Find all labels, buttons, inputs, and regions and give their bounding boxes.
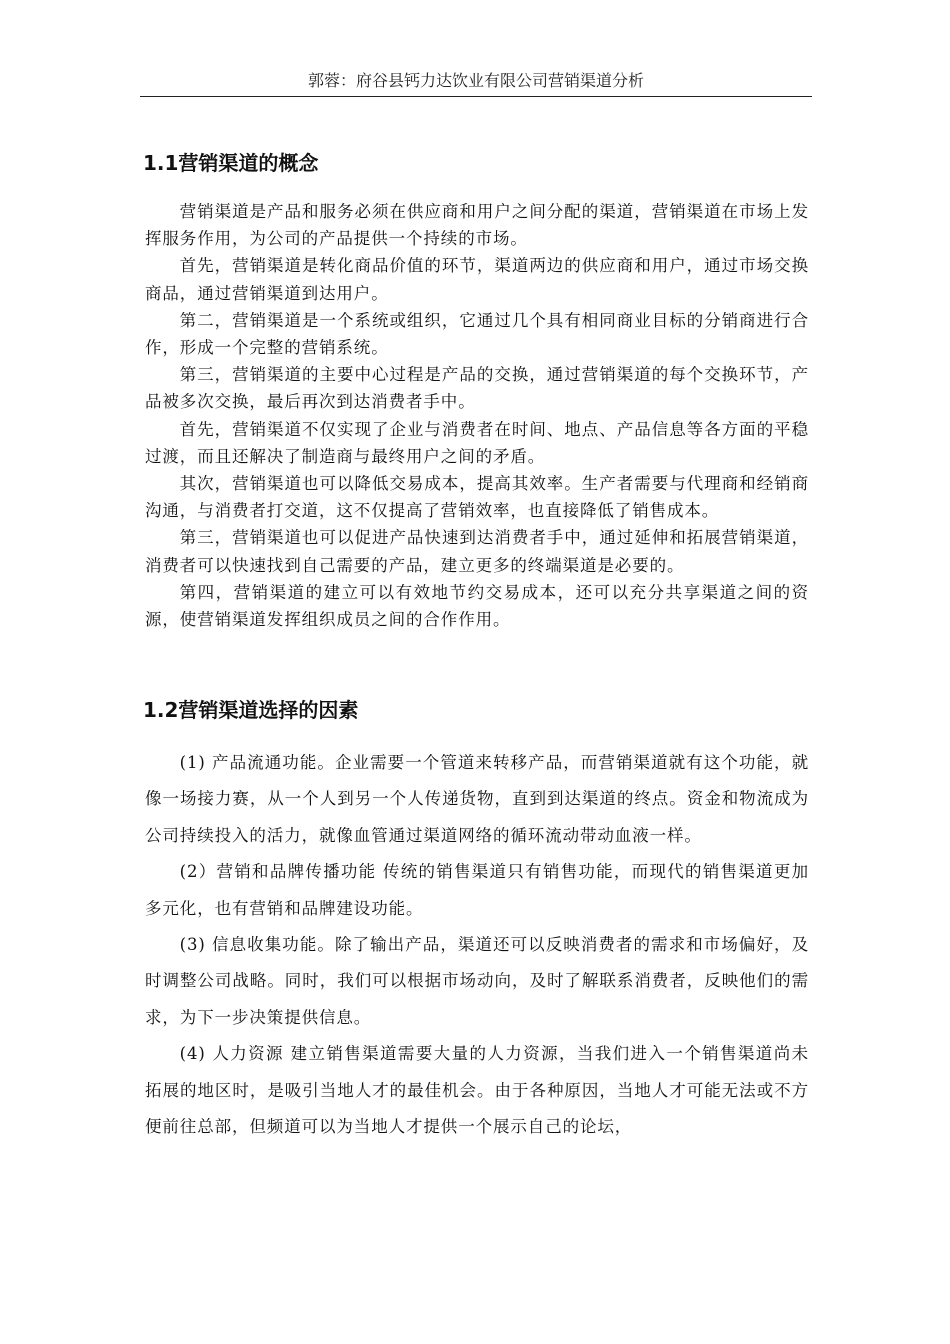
paragraph: (1) 产品流通功能。企业需要一个管道来转移产品，而营销渠道就有这个功能，就像一场接力赛，从一个人到另一个人传递货物，直到到达渠道的终点。资金和物流成为公司持续投入的活力，就像血管通过渠道网络的循环流动带动血液一样。: [145, 753, 809, 845]
section-body-1-1: [145, 198, 809, 633]
paragraph: 第四，营销渠道的建立可以有效地节约交易成本，还可以充分共享渠道之间的资源，使营销渠道发挥组织成员之间的合作作用。: [145, 582, 809, 630]
running-header: 郭蓉：府谷县钙力达饮业有限公司营销渠道分析: [140, 70, 812, 97]
section-heading-1-1: 1.1营销渠道的概念: [143, 151, 319, 175]
paragraph: (2）营销和品牌传播功能 传统的销售渠道只有销售功能，而现代的销售渠道更加多元化，也有营销和品牌建设功能。: [145, 862, 809, 918]
paragraph: (4) 人力资源 建立销售渠道需要大量的人力资源，当我们进入一个销售渠道尚未拓展的地区时，是吸引当地人才的最佳机会。由于各种原因，当地人才可能无法或不方便前往总部，但频道可以为当地人才提供一个展示自己的论坛，: [145, 1044, 809, 1137]
paragraph: 首先，营销渠道是转化商品价值的环节，渠道两边的供应商和用户，通过市场交换商品，通过营销渠道到达用户。: [145, 256, 809, 303]
section-body-1-2: [145, 745, 809, 1145]
paragraph: 第二，营销渠道是一个系统或组织，它通过几个具有相同商业目标的分销商进行合作，形成一个完整的营销系统。: [145, 310, 809, 358]
paragraph: 首先，营销渠道不仅实现了企业与消费者在时间、地点、产品信息等各方面的平稳过渡，而且还解决了制造商与最终用户之间的矛盾。: [145, 419, 809, 466]
paragraph: 营销渠道是产品和服务必须在供应商和用户之间分配的渠道，营销渠道在市场上发挥服务作用，为公司的产品提供一个持续的市场。: [145, 202, 809, 249]
paragraph: 第三，营销渠道的主要中心过程是产品的交换，通过营销渠道的每个交换环节，产品被多次交换，最后再次到达消费者手中。: [145, 365, 809, 412]
paragraph: 其次，营销渠道也可以降低交易成本，提高其效率。生产者需要与代理商和经销商沟通，与消费者打交道，这不仅提高了营销效率，也直接降低了销售成本。: [145, 474, 809, 521]
paragraph: (3) 信息收集功能。除了输出产品，渠道还可以反映消费者的需求和市场偏好，及时调整公司战略。同时，我们可以根据市场动向，及时了解联系消费者，反映他们的需求，为下一步决策提供信息。: [145, 935, 809, 1027]
paragraph: 第三，营销渠道也可以促进产品快速到达消费者手中，通过延伸和拓展营销渠道，消费者可以快速找到自己需要的产品，建立更多的终端渠道是必要的。: [145, 528, 809, 575]
section-heading-1-2: 1.2营销渠道选择的因素: [143, 698, 359, 722]
